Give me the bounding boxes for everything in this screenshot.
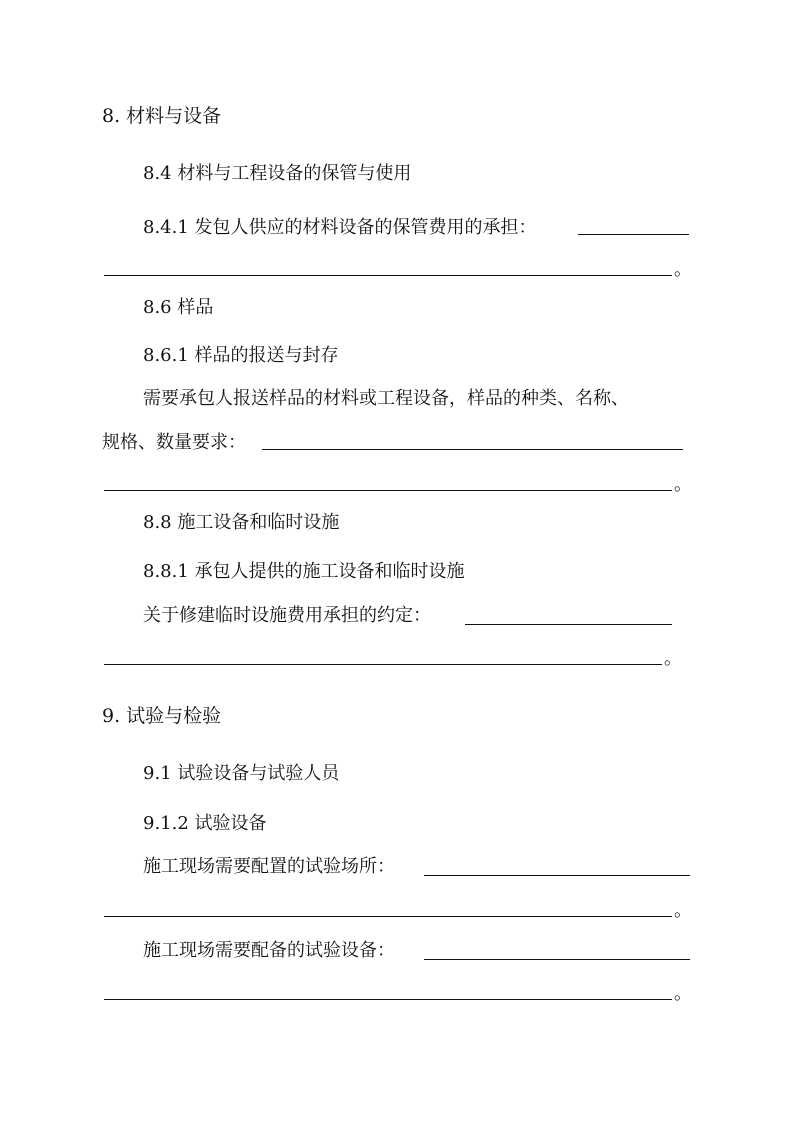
section-8-4-1-text: 8.4.1 发包人供应的材料设备的保管费用的承担： xyxy=(143,217,537,238)
section-8-6-para-line2: 规格、数量要求： xyxy=(102,432,246,453)
fill-blank-8-4-1-b[interactable] xyxy=(104,275,672,276)
section-8-6-title: 8.6 样品 xyxy=(143,297,214,318)
period-mark: 。 xyxy=(674,259,692,280)
section-9-heading: 9. 试验与检验 xyxy=(102,705,222,727)
fill-blank-9-1-2-c[interactable] xyxy=(424,959,690,960)
section-8-6-para-line1: 需要承包人报送样品的材料或工程设备，样品的种类、名称、 xyxy=(143,388,629,409)
fill-blank-9-1-2-b[interactable] xyxy=(104,916,672,917)
fill-blank-8-6-b[interactable] xyxy=(104,490,672,491)
section-8-8-para: 关于修建临时设施费用承担的约定： xyxy=(143,605,431,626)
section-8-8-title: 8.8 施工设备和临时设施 xyxy=(143,512,340,533)
section-9-1-title: 9.1 试验设备与试验人员 xyxy=(143,763,340,784)
section-9-1-2-para1: 施工现场需要配置的试验场所： xyxy=(143,856,395,877)
fill-blank-8-8-b[interactable] xyxy=(104,664,662,665)
period-mark: 。 xyxy=(664,648,682,669)
section-8-8-1-title: 8.8.1 承包人提供的施工设备和临时设施 xyxy=(143,561,465,582)
section-8-4-title: 8.4 材料与工程设备的保管与使用 xyxy=(143,163,412,184)
section-9-1-2-title: 9.1.2 试验设备 xyxy=(143,813,267,834)
period-mark: 。 xyxy=(674,474,692,495)
fill-blank-8-4-1-a[interactable] xyxy=(578,234,689,235)
section-8-6-1-title: 8.6.1 样品的报送与封存 xyxy=(143,345,339,366)
fill-blank-9-1-2-d[interactable] xyxy=(104,999,672,1000)
fill-blank-9-1-2-a[interactable] xyxy=(424,875,690,876)
fill-blank-8-6-a[interactable] xyxy=(262,449,683,450)
period-mark: 。 xyxy=(674,900,692,921)
period-mark: 。 xyxy=(674,983,692,1004)
fill-blank-8-8-a[interactable] xyxy=(465,624,672,625)
section-9-1-2-para2: 施工现场需要配备的试验设备： xyxy=(143,940,395,961)
section-8-heading: 8. 材料与设备 xyxy=(102,105,222,127)
